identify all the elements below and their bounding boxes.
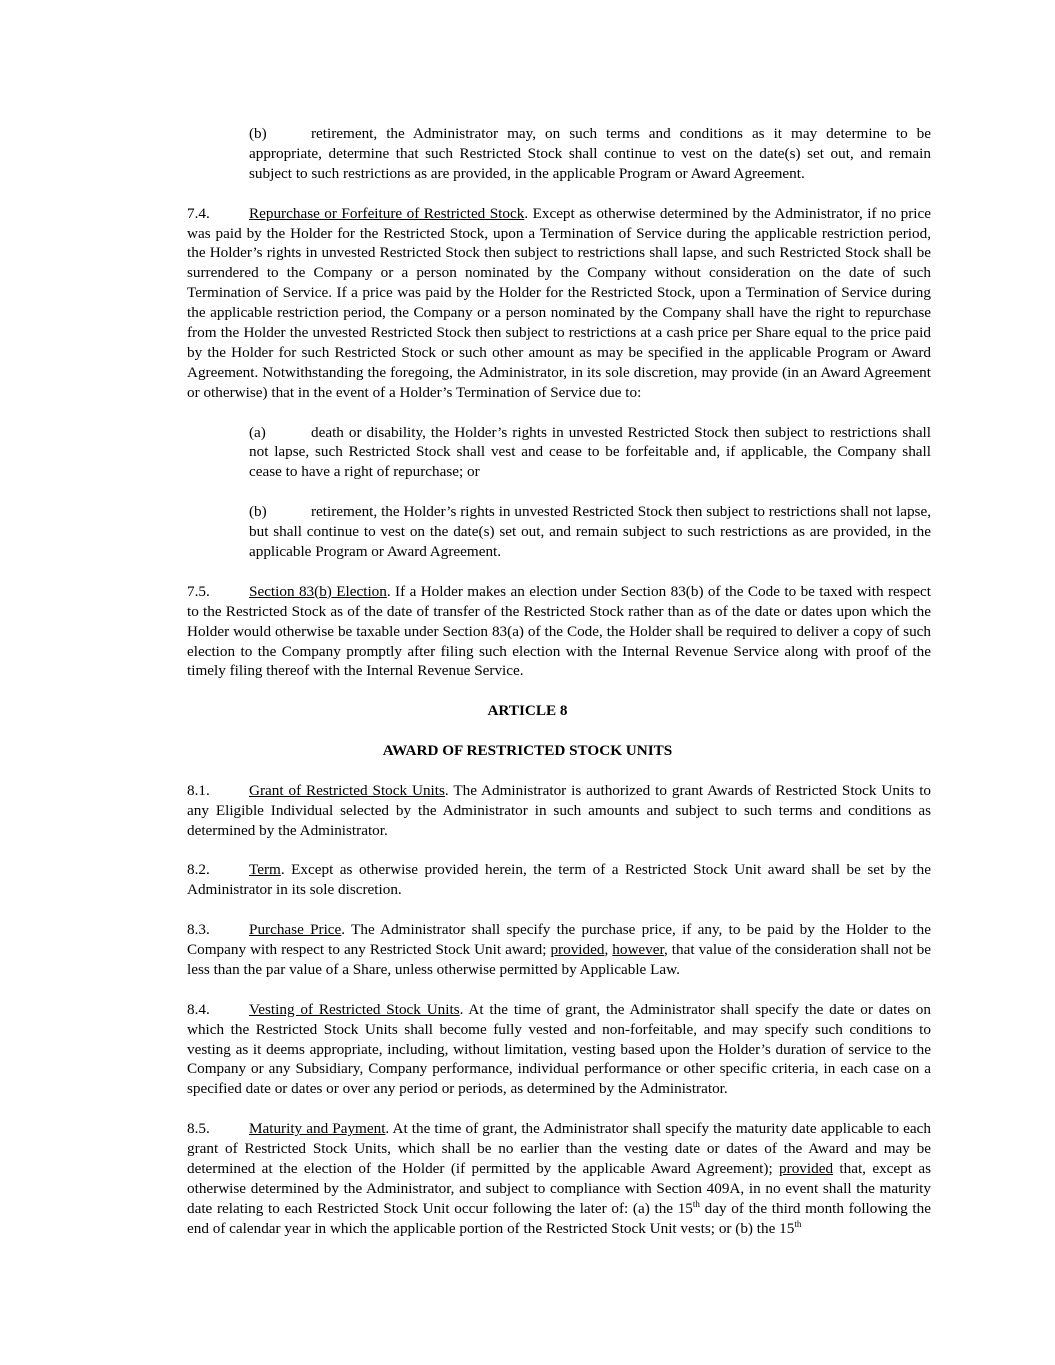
section-number: 8.4. [187,1000,210,1018]
provided-term: provided [779,1159,834,1177]
section-title: Repurchase or Forfeiture of Restricted Stock [249,204,525,222]
section-number: 8.3. [187,921,210,939]
section-title: Purchase Price [249,921,342,939]
section-8-1 [124,781,931,841]
ordinal-suffix: th [692,1198,700,1209]
section-8-4 [124,1000,931,1100]
section-7-3-b [124,124,931,184]
section-number: 7.4. [187,204,210,222]
clause-text: retirement, the Administrator may, on such terms and conditions as it may determine to be appropriate, determine that such Restricted Stock shall continue to vest on the date(s) set out, and remain subject to such restrictions as are provided, in the applicable Program or Award Agreement. [249,125,931,182]
section-text-cont-2: day of the third month following the end of calendar year in which the applicable portion of the Restricted Stock Unit vests; or (b) the 15 [187,1199,931,1237]
clause-text: retirement, the Holder’s rights in unvested Restricted Stock then subject to restrictions shall not lapse, but shall continue to vest on the date(s) set out, and remain subject to such restrictions as are provided, in the applicable Program or Award Agreement. [249,503,931,560]
section-7-4 [124,204,931,403]
clause-text: death or disability, the Holder’s rights in unvested Restricted Stock then subject to restrictions shall not lapse, such Restricted Stock shall vest and cease to be forfeitable and, if applicable, the Company shall cease to have a right of repurchase; or [249,423,931,481]
section-number: 8.1. [187,781,210,799]
section-text-cont: that, except as otherwise determined by the Administrator, and subject to compliance with Section 409A, in no event shall the maturity date relating to each Restricted Stock Unit occur following the later of: (a) the 15 [187,1159,931,1217]
section-7-4-b [124,502,931,562]
section-text: . Except as otherwise provided herein, the term of a Restricted Stock Unit award shall be set by the Administrator in its sole discretion. [187,861,931,899]
section-number: 7.5. [187,582,210,600]
section-title: Maturity and Payment [249,1120,386,1138]
section-7-5 [124,582,931,682]
section-title: Vesting of Restricted Stock Units [249,1000,460,1018]
section-title: Term [249,861,281,879]
clause-label: (b) [249,125,267,142]
section-number: 8.5. [187,1120,210,1138]
section-text: . If a Holder makes an election under Section 83(b) of the Code to be taxed with respect to the Restricted Stock as of the date of transfer of the Restricted Stock rather than as of the date or dates upon which the Holder would otherwise be taxable under Section 83(a) of the Code, the Holder shall be required to deliver a copy of such election to the Company promptly after filing such election with the Internal Revenue Service along with proof of the timely filing thereof with the Internal Revenue Service. [187,582,931,680]
however-term: however [612,941,664,959]
document-page [124,124,931,1258]
section-text: . At the time of grant, the Administrator shall specify the maturity date applicable to each grant of Restricted Stock Units, which shall be no earlier than the vesting date or dates of the Award and may be determined at the election of the Holder (if permitted by the applicable Award Agreement); [187,1120,931,1177]
section-text: . The Administrator is authorized to grant Awards of Restricted Stock Units to any Eligible Individual selected by the Administrator in such amounts and subject to such terms and conditions as determined by the Administrator. [187,781,932,839]
section-7-4-a [124,423,931,483]
provided-term: provided [550,941,605,959]
section-title: Section 83(b) Election [249,582,387,600]
section-text-cont: , that value of the consideration shall not be less than the par value of a Share, unless otherwise permitted by Applicable Law. [187,941,932,978]
section-text: . The Administrator shall specify the purchase price, if any, to be paid by the Holder to the Company with respect to any Restricted Stock Unit award; [187,921,931,959]
section-text: . Except as otherwise determined by the Administrator, if no price was paid by the Holder for the Restricted Stock, upon a Termination of Service during the applicable restriction period, the Holder’s rights in unvested Restricted Stock then subject to restrictions shall lapse, and such Restricted Stock shall be surrendered to the Company or a person nominated by the Company without consideration on the date of such Termination of Service. If a price was paid by the Holder for the Restricted Stock, upon a Termination of Service during the applicable restriction period, the Company or a person nominated by the Company shall have the right to repurchase from the Holder the unvested Restricted Stock then subject to restrictions at a cash price per Share equal to the price paid by the Holder for such Restricted Stock or such other amount as may be specified in the applicable Program or Award Agreement. Notwithstanding the foregoing, the Administrator, in its sole discretion, may provide (in an Award Agreement or otherwise) that in the event of a Holder’s Termination of Service due to: [187,204,931,401]
clause-label: (b) [249,503,267,521]
clause-label: (a) [249,423,266,441]
section-number: 8.2. [187,861,210,879]
section-8-5 [124,1119,931,1238]
section-title: Grant of Restricted Stock Units [249,781,445,799]
separator: , [604,941,613,959]
article-number: ARTICLE 8 [487,702,568,720]
article-title: AWARD OF RESTRICTED STOCK UNITS [382,742,673,759]
section-8-3 [124,920,931,980]
section-8-2 [124,860,931,900]
section-text: . At the time of grant, the Administrator shall specify the date or dates on which the Restricted Stock Units shall become fully vested and non-forfeitable, and may specify such conditions to vesting as it deems appropriate, including, without limitation, vesting based upon the Holder’s duration of service to the Company or any Subsidiary, Company performance, individual performance or other specific criteria, in each case on a specified date or dates or over any period or periods, as determined by the Administrator. [187,1000,931,1098]
ordinal-suffix: th [794,1218,802,1229]
